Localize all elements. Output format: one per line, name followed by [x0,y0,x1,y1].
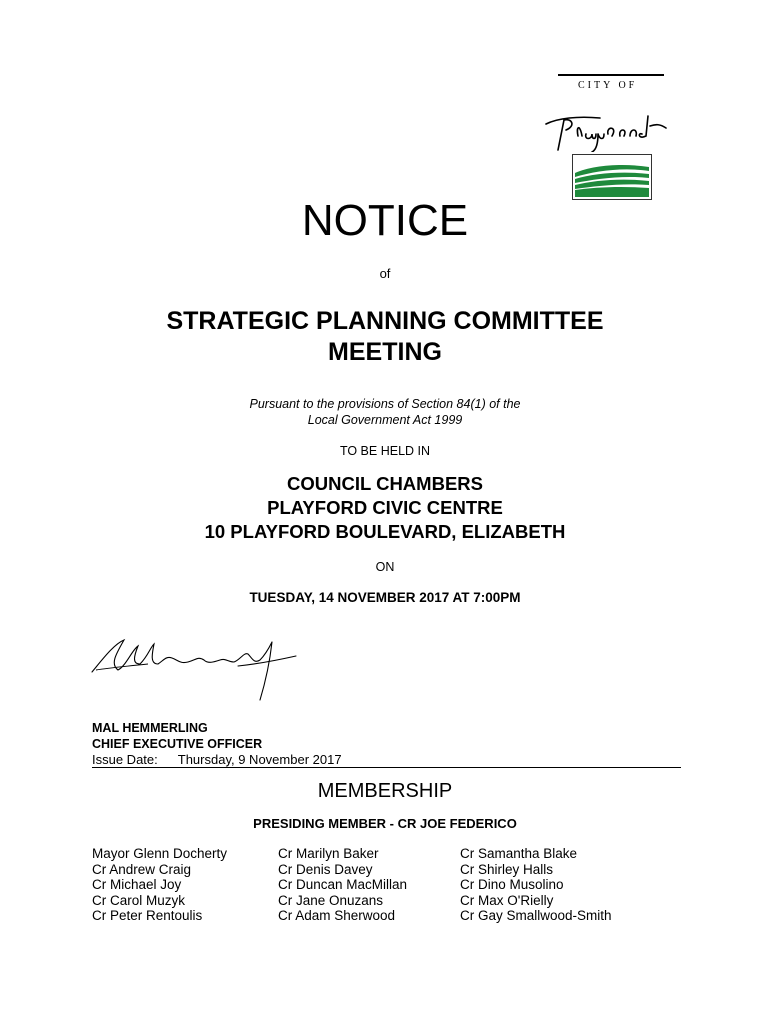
committee-line-1: STRATEGIC PLANNING COMMITTEE [166,307,604,335]
committee-line-2: MEETING [328,338,442,366]
on-text: ON [375,560,395,574]
issue-date-label: Issue Date: [92,752,158,767]
issue-date-line [92,752,342,767]
member-name: Cr Gay Smallwood-Smith [460,908,612,923]
venue-line-1: COUNCIL CHAMBERS [287,473,483,494]
notice-title: NOTICE [301,196,469,245]
member-name: Cr Michael Joy [92,877,182,892]
pursuant-text [0,396,770,428]
meeting-date-time: TUESDAY, 14 NOVEMBER 2017 AT 7:00PM [249,590,521,605]
member-name: Cr Peter Rentoulis [92,908,203,923]
of-text: of [379,266,391,281]
member-name: Cr Max O'Rielly [460,892,554,908]
member-name: Cr Shirley Halls [460,861,554,877]
member-column-2 [278,846,407,924]
presiding-member: PRESIDING MEMBER - CR JOE FEDERICO [253,816,517,831]
member-name: Cr Jane Onuzans [278,892,384,908]
playford-script-wordmark [538,96,668,152]
signatory-block [92,720,262,752]
to-be-held-in-text: TO BE HELD IN [339,444,431,458]
logo-city-of-text: CITY OF [578,80,638,91]
membership-heading: MEMBERSHIP [317,780,453,802]
member-name: Cr Andrew Craig [92,861,192,877]
venue-line-3: 10 PLAYFORD BOULEVARD, ELIZABETH [204,521,566,542]
member-name: Mayor Glenn Docherty [92,846,228,861]
member-column-1 [92,846,227,924]
member-name: Cr Dino Musolino [460,877,564,892]
pursuant-line-1: Pursuant to the provisions of Section 84(1) of the [249,397,521,411]
member-name: Cr Denis Davey [278,861,373,877]
venue-line-2: PLAYFORD CIVIC CENTRE [267,497,503,518]
handwritten-signature [88,630,303,705]
committee-heading [0,306,770,368]
venue-block [0,472,770,544]
city-of-playford-logo [538,72,668,200]
member-name: Cr Carol Muzyk [92,892,186,908]
member-name: Cr Samantha Blake [460,846,578,861]
member-column-3 [460,846,612,924]
ceo-name: MAL HEMMERLING [92,721,208,735]
landscape-stripes-emblem [572,154,652,200]
divider-rule [92,767,681,768]
member-name: Cr Adam Sherwood [278,908,396,923]
issue-date-value: Thursday, 9 November 2017 [177,752,342,767]
logo-rule [558,74,664,76]
member-name: Cr Marilyn Baker [278,846,379,861]
member-name: Cr Duncan MacMillan [278,877,408,892]
ceo-title: CHIEF EXECUTIVE OFFICER [92,737,263,751]
pursuant-line-2: Local Government Act 1999 [307,413,463,427]
